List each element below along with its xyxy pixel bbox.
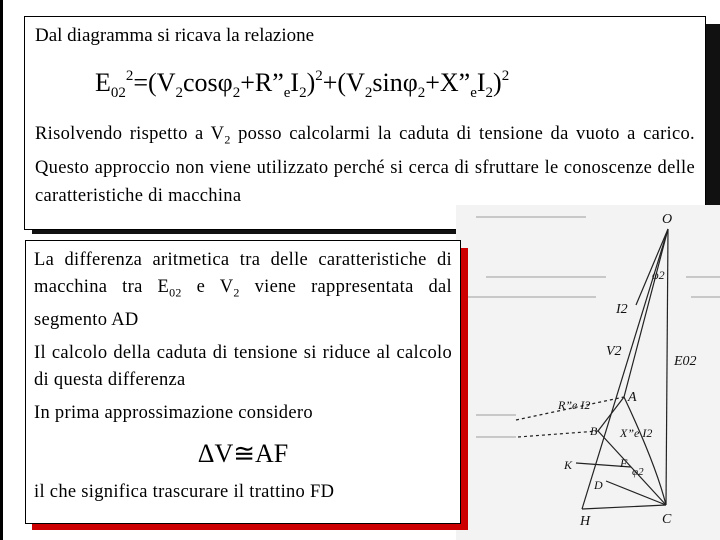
label-i2: I2 bbox=[616, 302, 628, 317]
formula-phi-sub-1: 2 bbox=[232, 85, 241, 101]
label-h: H bbox=[580, 514, 591, 529]
e02-vector bbox=[666, 229, 668, 505]
formula-close-1: ) bbox=[306, 68, 316, 97]
formula-plus-x: +X” bbox=[425, 68, 471, 97]
label-r-i2: R”e I2 bbox=[558, 398, 591, 412]
bottom-text-panel bbox=[25, 240, 461, 524]
label-b: B bbox=[590, 424, 598, 438]
difference-sub-1: 02 bbox=[169, 285, 182, 300]
formula-close-2: ) bbox=[493, 68, 502, 97]
difference-sub-2: 2 bbox=[233, 285, 240, 300]
label-phi2-top: φ2 bbox=[652, 268, 665, 282]
approximation-paragraph: In prima approssimazione considero bbox=[34, 402, 313, 423]
formula-square-2: 2 bbox=[315, 68, 323, 84]
label-d: D bbox=[594, 478, 603, 492]
i2-vector bbox=[636, 229, 668, 305]
top-paragraph-sub: 2 bbox=[224, 132, 231, 147]
difference-paragraph bbox=[34, 247, 452, 334]
label-a: A bbox=[628, 390, 637, 405]
label-phi2-bottom: φ2 bbox=[632, 466, 644, 478]
label-x-i2: X”e I2 bbox=[620, 426, 653, 440]
formula-v-sub-2: 2 bbox=[364, 85, 373, 101]
calculation-paragraph: Il calcolo della caduta di tensione si riduce al calcolo di questa differenza bbox=[34, 342, 452, 390]
formula-square-3: 2 bbox=[501, 68, 510, 84]
formula-i-2: I bbox=[476, 68, 486, 97]
label-k: K bbox=[564, 458, 573, 472]
intro-text: Dal diagramma si ricava la relazione bbox=[35, 25, 315, 46]
label-c: C bbox=[662, 512, 672, 527]
difference-part-1: La differenza aritmetica tra delle caratteristiche di macchina tra E bbox=[34, 250, 452, 297]
arc-ad bbox=[624, 397, 666, 505]
phasor-diagram bbox=[456, 205, 720, 540]
formula-i-sub-1: 2 bbox=[299, 85, 307, 101]
formula-i-sub-2: 2 bbox=[485, 85, 494, 101]
formula-e: E bbox=[95, 68, 111, 97]
top-paragraph-part-2: posso calcolarmi la caduta di tensione da vuoto a carico. Questo approccio non viene utilizzato perché si cerca di sfruttare le conoscenze delle caratteristiche di macchina bbox=[35, 124, 695, 206]
difference-part-3: viene rappresentata dal segmento AD bbox=[34, 277, 452, 330]
dc-line bbox=[606, 481, 666, 505]
approximation-formula: ΔV≅AF bbox=[197, 438, 289, 468]
formula-mid-2: +(V bbox=[322, 68, 365, 97]
hc-baseline bbox=[582, 505, 666, 509]
top-paragraph-part-1: Risolvendo rispetto a V bbox=[35, 124, 225, 144]
left-edge-divider bbox=[0, 0, 3, 540]
voltage-formula bbox=[95, 59, 695, 110]
formula-e-sub-x: e bbox=[470, 85, 477, 101]
formula-v-sub-1: 2 bbox=[175, 85, 183, 101]
helper-line-2 bbox=[518, 431, 598, 437]
conclusion-paragraph: il che significa trascurare il trattino FD bbox=[34, 481, 335, 502]
formula-sin: sin bbox=[372, 68, 403, 97]
phasor-diagram-svg bbox=[456, 205, 720, 540]
formula-phi-2: φ bbox=[402, 68, 418, 97]
label-f: F bbox=[620, 456, 628, 470]
label-v2: V2 bbox=[606, 344, 622, 359]
difference-part-2: e V bbox=[181, 277, 234, 297]
formula-e-sub-r: e bbox=[283, 85, 291, 101]
top-paragraph bbox=[35, 120, 695, 210]
formula-e-sub: 02 bbox=[110, 85, 126, 101]
formula-i-1: I bbox=[290, 68, 300, 97]
top-text-panel bbox=[24, 16, 706, 230]
formula-plus-r: +R” bbox=[240, 68, 284, 97]
formula-cos: cos bbox=[183, 68, 218, 97]
label-e02: E02 bbox=[674, 354, 697, 369]
formula-phi-1: φ bbox=[217, 68, 233, 97]
formula-phi-sub-2: 2 bbox=[417, 85, 426, 101]
formula-mid-1: =(V bbox=[133, 68, 176, 97]
formula-square-1: 2 bbox=[125, 68, 134, 84]
v2-vector bbox=[624, 229, 668, 397]
label-o: O bbox=[662, 212, 673, 227]
